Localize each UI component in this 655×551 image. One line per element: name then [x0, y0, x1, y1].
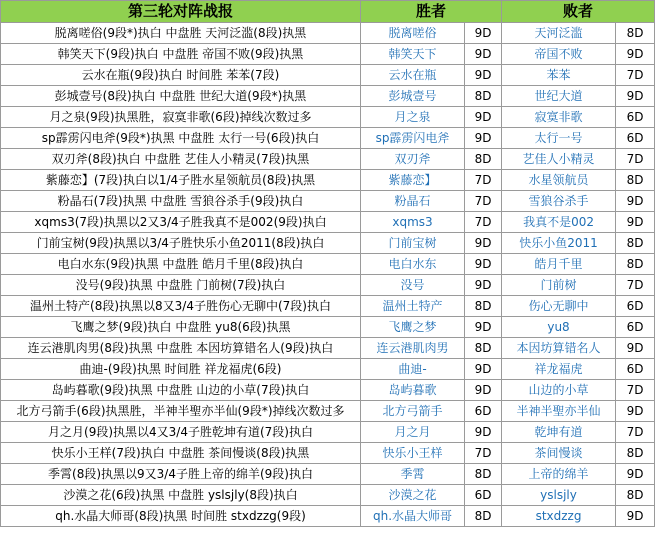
- table-row: [1, 107, 655, 128]
- match-cell: 岛屿暮歌(9段)执黑 中盘胜 山边的小草(7段)执白: [1, 380, 361, 401]
- table-row: [1, 506, 655, 527]
- winner-cell: 月之月: [361, 422, 465, 443]
- winner-cell: qh.水晶大师哥: [361, 506, 465, 527]
- loser-cell: 世纪大道: [502, 86, 616, 107]
- loser-rank-cell: 8D: [616, 23, 655, 44]
- loser-rank-cell: 9D: [616, 44, 655, 65]
- loser-cell: 山边的小草: [502, 380, 616, 401]
- match-cell: 粉晶石(7段)执黑 中盘胜 雪狼谷杀手(9段)执白: [1, 191, 361, 212]
- winner-cell: 北方弓箭手: [361, 401, 465, 422]
- loser-cell: 艺佳人小精灵: [502, 149, 616, 170]
- match-cell: 季霄(8段)执黑以9又3/4子胜上帝的绵羊(9段)执白: [1, 464, 361, 485]
- loser-rank-cell: 8D: [616, 254, 655, 275]
- winner-rank-cell: 8D: [465, 296, 502, 317]
- match-cell: 温州土特产(8段)执黑以8又3/4子胜伤心无聊中(7段)执白: [1, 296, 361, 317]
- loser-rank-cell: 7D: [616, 380, 655, 401]
- loser-cell: 乾坤有道: [502, 422, 616, 443]
- table-row: [1, 170, 655, 191]
- winner-cell: 紫藤恋】: [361, 170, 465, 191]
- loser-cell: 茶间慢谈: [502, 443, 616, 464]
- loser-cell: 我真不是002: [502, 212, 616, 233]
- winner-rank-cell: 7D: [465, 212, 502, 233]
- loser-rank-cell: 8D: [616, 485, 655, 506]
- winner-cell: 没号: [361, 275, 465, 296]
- winner-cell: 飞鹰之梦: [361, 317, 465, 338]
- match-cell: 月之泉(9段)执黑胜，寂寞非歌(6段)掉线次数过多: [1, 107, 361, 128]
- winner-rank-cell: 7D: [465, 170, 502, 191]
- winner-rank-cell: 9D: [465, 275, 502, 296]
- winner-rank-cell: 8D: [465, 338, 502, 359]
- winner-rank-cell: 8D: [465, 149, 502, 170]
- table-row: [1, 296, 655, 317]
- winner-cell: 脱离嗟俗: [361, 23, 465, 44]
- winner-rank-cell: 8D: [465, 464, 502, 485]
- winner-rank-cell: 9D: [465, 380, 502, 401]
- match-cell: 曲迪-(9段)执黑 时间胜 祥龙福虎(6段): [1, 359, 361, 380]
- loser-cell: 快乐小鱼2011: [502, 233, 616, 254]
- winner-cell: 门前宝树: [361, 233, 465, 254]
- winner-rank-cell: 8D: [465, 86, 502, 107]
- match-cell: 北方弓箭手(6段)执黑胜，半神半聖亦半仙(9段*)掉线次数过多: [1, 401, 361, 422]
- match-cell: 快乐小王样(7段)执白 中盘胜 茶间慢谈(8段)执黑: [1, 443, 361, 464]
- table-row: [1, 233, 655, 254]
- table-row: [1, 422, 655, 443]
- winner-rank-cell: 9D: [465, 128, 502, 149]
- table-row: [1, 317, 655, 338]
- match-cell: qh.水晶大师哥(8段)执黑 时间胜 stxdzzg(9段): [1, 506, 361, 527]
- winner-rank-cell: 9D: [465, 23, 502, 44]
- loser-cell: 伤心无聊中: [502, 296, 616, 317]
- table-row: [1, 359, 655, 380]
- loser-rank-cell: 8D: [616, 233, 655, 254]
- loser-cell: 祥龙福虎: [502, 359, 616, 380]
- loser-cell: 帝国不败: [502, 44, 616, 65]
- loser-cell: 雪狼谷杀手: [502, 191, 616, 212]
- winner-rank-cell: 9D: [465, 107, 502, 128]
- header-row: [1, 1, 655, 23]
- match-cell: 韩笑天下(9段)执白 中盘胜 帝国不败(9段)执黑: [1, 44, 361, 65]
- loser-rank-cell: 6D: [616, 296, 655, 317]
- winner-cell: 云水在瓶: [361, 65, 465, 86]
- loser-cell: yslsjly: [502, 485, 616, 506]
- match-cell: 彭城壹号(8段)执白 中盘胜 世纪大道(9段*)执黑: [1, 86, 361, 107]
- loser-rank-cell: 9D: [616, 86, 655, 107]
- loser-cell: 皓月千里: [502, 254, 616, 275]
- winner-cell: 曲迪-: [361, 359, 465, 380]
- loser-rank-cell: 7D: [616, 422, 655, 443]
- winner-rank-cell: 8D: [465, 506, 502, 527]
- loser-cell: 苯苯: [502, 65, 616, 86]
- match-cell: 沙漠之花(6段)执黑 中盘胜 yslsjly(8段)执白: [1, 485, 361, 506]
- winner-rank-cell: 9D: [465, 44, 502, 65]
- table-row: [1, 44, 655, 65]
- winner-cell: 岛屿暮歌: [361, 380, 465, 401]
- winner-cell: sp霹雳闪电斧: [361, 128, 465, 149]
- match-cell: sp霹雳闪电斧(9段*)执黑 中盘胜 太行一号(6段)执白: [1, 128, 361, 149]
- loser-rank-cell: 9D: [616, 338, 655, 359]
- loser-cell: 太行一号: [502, 128, 616, 149]
- loser-cell: 半神半聖亦半仙: [502, 401, 616, 422]
- table-row: [1, 149, 655, 170]
- winner-rank-cell: 9D: [465, 359, 502, 380]
- table-row: [1, 254, 655, 275]
- winner-cell: 月之泉: [361, 107, 465, 128]
- table-row: [1, 191, 655, 212]
- loser-cell: yu8: [502, 317, 616, 338]
- winner-cell: 韩笑天下: [361, 44, 465, 65]
- table-row: [1, 485, 655, 506]
- table-row: [1, 86, 655, 107]
- winner-cell: 快乐小王样: [361, 443, 465, 464]
- loser-rank-cell: 6D: [616, 317, 655, 338]
- loser-rank-cell: 9D: [616, 506, 655, 527]
- winner-rank-cell: 9D: [465, 422, 502, 443]
- match-cell: 月之月(9段)执黑以4又3/4子胜乾坤有道(7段)执白: [1, 422, 361, 443]
- match-cell: 电白水东(9段)执黑 中盘胜 皓月千里(8段)执白: [1, 254, 361, 275]
- loser-rank-cell: 8D: [616, 443, 655, 464]
- winner-cell: 粉晶石: [361, 191, 465, 212]
- loser-rank-cell: 7D: [616, 65, 655, 86]
- table-row: [1, 464, 655, 485]
- table-row: [1, 275, 655, 296]
- table-row: [1, 443, 655, 464]
- table-row: [1, 401, 655, 422]
- winner-rank-cell: 6D: [465, 401, 502, 422]
- winner-cell: 电白水东: [361, 254, 465, 275]
- loser-rank-cell: 9D: [616, 212, 655, 233]
- match-cell: 没号(9段)执黑 中盘胜 门前树(7段)执白: [1, 275, 361, 296]
- loser-rank-cell: 7D: [616, 275, 655, 296]
- loser-cell: 天河泛滥: [502, 23, 616, 44]
- loser-cell: 寂寞非歌: [502, 107, 616, 128]
- table-row: [1, 128, 655, 149]
- winner-rank-cell: 7D: [465, 191, 502, 212]
- loser-rank-cell: 9D: [616, 191, 655, 212]
- winner-cell: xqms3: [361, 212, 465, 233]
- loser-cell: 上帝的绵羊: [502, 464, 616, 485]
- match-cell: 门前宝树(9段)执黑以3/4子胜快乐小鱼2011(8段)执白: [1, 233, 361, 254]
- winner-rank-cell: 9D: [465, 233, 502, 254]
- winner-rank-cell: 9D: [465, 254, 502, 275]
- winner-cell: 双刃斧: [361, 149, 465, 170]
- winner-rank-cell: 7D: [465, 443, 502, 464]
- winner-cell: 连云港肌肉男: [361, 338, 465, 359]
- table-row: [1, 65, 655, 86]
- loser-rank-cell: 8D: [616, 170, 655, 191]
- winner-cell: 沙漠之花: [361, 485, 465, 506]
- loser-cell: 本因坊算错名人: [502, 338, 616, 359]
- loser-rank-cell: 9D: [616, 401, 655, 422]
- loser-rank-cell: 7D: [616, 149, 655, 170]
- loser-cell: 水星领航员: [502, 170, 616, 191]
- table-row: [1, 212, 655, 233]
- table-row: [1, 380, 655, 401]
- match-cell: 飞鹰之梦(9段)执白 中盘胜 yu8(6段)执黑: [1, 317, 361, 338]
- loser-rank-cell: 6D: [616, 128, 655, 149]
- match-cell: 紫藤恋】(7段)执白以1/4子胜水星领航员(8段)执黑: [1, 170, 361, 191]
- header-winner: 胜者: [361, 1, 502, 23]
- table-row: [1, 338, 655, 359]
- winner-rank-cell: 6D: [465, 485, 502, 506]
- match-cell: xqms3(7段)执黑以2又3/4子胜我真不是002(9段)执白: [1, 212, 361, 233]
- loser-cell: 门前树: [502, 275, 616, 296]
- winner-cell: 季霄: [361, 464, 465, 485]
- header-match: 第三轮对阵战报: [1, 1, 361, 23]
- winner-cell: 温州土特产: [361, 296, 465, 317]
- match-cell: 双刃斧(8段)执白 中盘胜 艺佳人小精灵(7段)执黑: [1, 149, 361, 170]
- match-cell: 脱离嗟俗(9段*)执白 中盘胜 天河泛滥(8段)执黑: [1, 23, 361, 44]
- winner-rank-cell: 9D: [465, 65, 502, 86]
- loser-cell: stxdzzg: [502, 506, 616, 527]
- loser-rank-cell: 6D: [616, 359, 655, 380]
- match-cell: 连云港肌肉男(8段)执黑 中盘胜 本因坊算错名人(9段)执白: [1, 338, 361, 359]
- loser-rank-cell: 9D: [616, 464, 655, 485]
- table-row: [1, 23, 655, 44]
- winner-cell: 彭城壹号: [361, 86, 465, 107]
- loser-rank-cell: 6D: [616, 107, 655, 128]
- match-cell: 云水在瓶(9段)执白 时间胜 苯苯(7段): [1, 65, 361, 86]
- header-loser: 败者: [502, 1, 655, 23]
- winner-rank-cell: 9D: [465, 317, 502, 338]
